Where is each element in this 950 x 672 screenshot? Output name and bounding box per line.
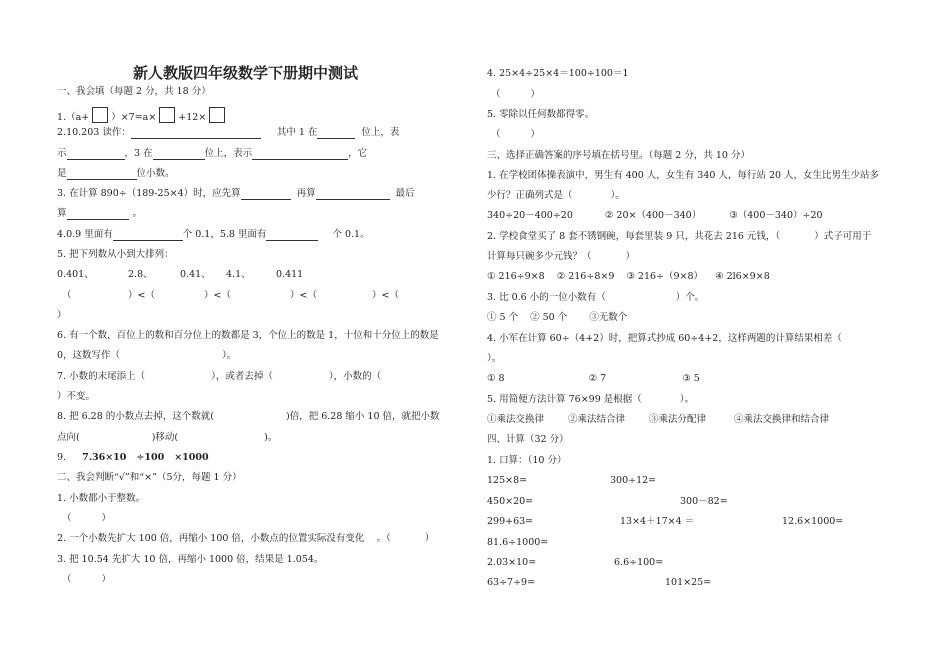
judge-5-answer[interactable]: （ ）	[491, 129, 541, 140]
calc-item: 2.03×10=	[487, 557, 537, 568]
calc-item: 300÷12=	[610, 475, 657, 486]
q5-paren[interactable]: ）<（	[372, 290, 399, 301]
q5-paren-close: ）	[57, 310, 67, 321]
question-2-line-2: 示 ，3 在 位上，表示 ，它	[57, 148, 368, 159]
question-9: 9. 7.36×10 ÷100 ×1000	[57, 452, 209, 463]
q5-paren[interactable]: ）<（	[128, 290, 155, 301]
oral-calc-heading: 1. 口算：（10 分）	[487, 455, 567, 466]
answer-blank[interactable]	[67, 149, 125, 160]
q5-number-3: 0.41、	[180, 269, 211, 280]
calc-item: 125×8=	[487, 475, 528, 486]
question-8-line-2: 点向( )移动( )。	[57, 432, 278, 443]
answer-blank[interactable]	[266, 230, 318, 241]
page-title: 新人教版四年级数学下册期中测试	[133, 64, 359, 82]
calc-item: 6.6÷100=	[614, 557, 664, 568]
answer-blank[interactable]	[316, 189, 390, 200]
question-6-line-2: 0，这数写作（ ）。	[57, 350, 237, 361]
choice-3: 3. 比 0.6 小的一位小数有（ ）个。	[487, 292, 705, 303]
q5-number-2: 2.8、	[128, 269, 153, 280]
question-2-line-3: 是 位小数。	[57, 168, 175, 179]
answer-box[interactable]	[209, 107, 225, 123]
judge-1-answer[interactable]: （ ）	[62, 513, 112, 524]
answer-box[interactable]	[159, 107, 175, 123]
answer-blank[interactable]	[67, 169, 137, 180]
judge-1: 1. 小数都小于整数。	[57, 493, 146, 504]
question-8-line-1: 8. 把 6.28 的小数点去掉，这个数就( )倍，把 6.28 缩小 10 倍，就把小数	[57, 411, 440, 422]
calc-item: 450×20=	[487, 496, 534, 507]
answer-blank[interactable]	[252, 149, 348, 160]
answer-blank[interactable]	[113, 230, 183, 241]
judge-2: 2. 一个小数先扩大 100 倍，再缩小 100 倍，小数点的位置实际没有变化 。（ ）	[57, 533, 435, 544]
choice-2-options: ① 216÷9×8 ② 216÷8×9 ③ 216÷（9×8） ④ 2l6×9×8	[487, 271, 770, 282]
choice-3-options: ① 5 个 ② 50 个 ③无数个	[487, 312, 628, 323]
judge-3: 3. 把 10.54 先扩大 10 倍，再缩小 1000 倍，结果是 1.054。	[57, 554, 324, 565]
section-2-heading: 二、我会判断“√”和“×”（5分，每题 1 分）	[57, 472, 242, 483]
judge-4: 4. 25×4÷25×4＝100÷100＝1	[487, 68, 629, 79]
q5-number-4: 4.1、	[226, 269, 251, 280]
calc-item: 13×4＋17×4 ＝	[620, 516, 695, 527]
calc-item: 300－82=	[680, 496, 728, 507]
answer-box[interactable]	[92, 107, 108, 123]
question-7-line-2: ）不变。	[57, 391, 96, 402]
q5-paren[interactable]: （	[62, 290, 72, 301]
judge-3-answer[interactable]: （ ）	[62, 574, 112, 585]
q5-paren[interactable]: ）<（	[204, 290, 231, 301]
question-4: 4.0.9 里面有 个 0.1，5.8 里面有 个 0.1。	[57, 229, 370, 240]
answer-blank[interactable]	[153, 149, 205, 160]
question-2-line-1: 2.10.203 读作： 其中 1 在 位上，表	[57, 127, 400, 138]
question-3-line-2: 算 。	[57, 208, 143, 219]
answer-blank[interactable]	[317, 128, 355, 139]
q5-number-1: 0.401、	[57, 269, 94, 280]
q5-number-5: 0.411	[276, 269, 304, 280]
choice-1-line-1: 1. 在学校团体操表演中，男生有 400 人，女生有 340 人，每行站 20 人，女生比男生少站多	[487, 170, 880, 181]
choice-4-line-1: 4. 小军在计算 60÷（4+2）时，把算式抄成 60÷4+2，这样两题的计算结果相差（	[487, 333, 842, 344]
question-6-line-1: 6. 有一个数，百位上的数和百分位上的数都是 3，个位上的数是 1，十位和十分位上的数是	[57, 330, 439, 341]
choice-5: 5. 用简便方法计算 76×99 是根据（ ）。	[487, 394, 695, 405]
calc-item: 12.6×1000=	[782, 516, 844, 527]
judge-5: 5. 零除以任何数都得零。	[487, 109, 595, 120]
choice-1-options: 340÷20－400÷20 ② 20×（400－340） ③（400－340）÷20	[487, 210, 823, 221]
choice-2-line-1: 2. 学校食堂买了 8 套不锈钢碗，每套里装 9 只，共花去 216 元钱，（ ）式子可用于	[487, 231, 872, 242]
question-1: 1.（a+ ）×7=a× +12×	[57, 107, 228, 124]
answer-blank[interactable]	[131, 128, 261, 139]
answer-blank[interactable]	[241, 189, 291, 200]
calc-item: 81.6÷1000=	[487, 537, 549, 548]
choice-2-line-2: 计算每只碗多少元钱？（ ）	[487, 251, 636, 262]
choice-5-options: ①乘法交换律 ②乘法结合律 ③乘法分配律 ④乘法交换律和结合律	[487, 414, 830, 425]
question-7-line-1: 7. 小数的末尾添上（ ），或者去掉（ ），小数的（	[57, 371, 382, 382]
calc-item: 299+63=	[487, 516, 534, 527]
choice-4-line-2: ）。	[487, 353, 502, 364]
section-1-heading: 一、我会填（每题 2 分，共 18 分）	[57, 86, 211, 97]
question-5: 5. 把下列数从小到大排列：	[57, 249, 174, 260]
question-3-line-1: 3. 在计算 890÷（189-25×4）时，应先算 再算 最后	[57, 188, 415, 199]
choice-4-options: ① 8 ② 7 ③ 5	[487, 373, 700, 384]
calc-item: 101×25=	[665, 577, 712, 588]
section-4-heading: 四、计算（32 分）	[487, 434, 569, 445]
judge-4-answer[interactable]: （ ）	[491, 89, 541, 100]
section-3-heading: 三、选择正确答案的序号填在括号里。（每题 2 分，共 10 分）	[487, 150, 750, 161]
choice-1-line-2: 少行？正确列式是（ ）。	[487, 190, 625, 201]
q5-paren[interactable]: ）<（	[290, 290, 317, 301]
answer-blank[interactable]	[67, 209, 129, 220]
calc-item: 63÷7÷9=	[487, 577, 536, 588]
